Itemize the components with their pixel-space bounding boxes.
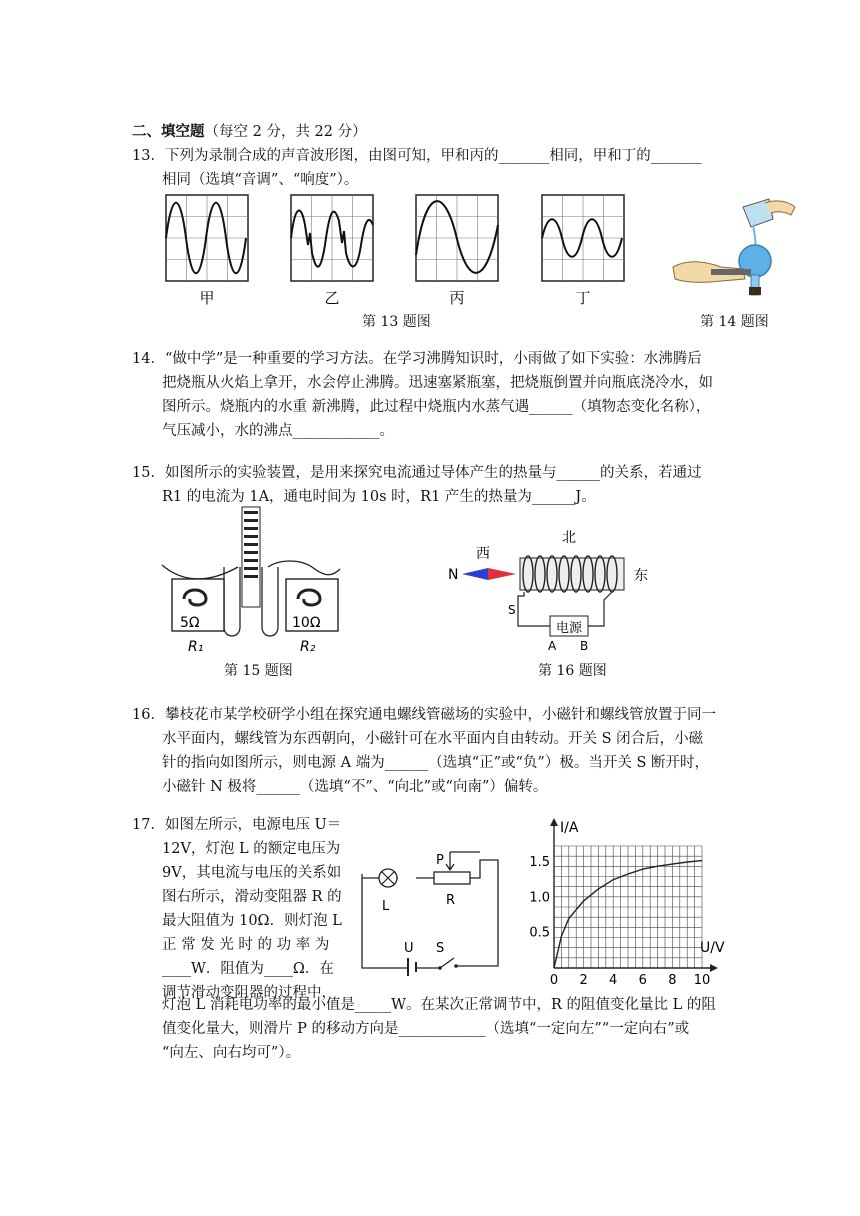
q14-flask-illustration xyxy=(673,199,795,295)
q14-caption: 第 14 题图 xyxy=(700,314,769,330)
y-tick-label: 1.5 xyxy=(529,855,550,870)
q17-side-line-8: 调节滑动变阻器的过程中， xyxy=(162,985,336,1001)
q17-side-line-5: 最大阻值为 10Ω．则灯泡 L xyxy=(162,913,342,929)
q17-side-line-6: 正 常 发 光 时 的 功 率 为 xyxy=(162,937,330,953)
u-tube-left xyxy=(224,567,240,636)
q16-line-1: 16．攀枝花市某学校研学小组在探究通电螺线管磁场的实验中，小磁针和螺线管放置于同一 xyxy=(132,707,716,723)
wave-panel-jia xyxy=(166,195,248,307)
label-west: 西 xyxy=(476,546,490,562)
q16-line-2: 水平面内，螺线管为东西朝向，小磁针可在水平面内自由转动。开关 S 闭合后，小磁 xyxy=(162,731,704,747)
q14-line-2: 把烧瓶从火焰上拿开，水会停止沸腾。迅速塞紧瓶塞，把烧瓶倒置并向瓶底浇冷水，如 xyxy=(162,375,713,391)
r1-label: R₁ xyxy=(188,639,204,655)
x-axis-arrow xyxy=(710,964,718,972)
chart-grid xyxy=(554,846,702,968)
wave-label-bing: 丙 xyxy=(449,289,465,307)
x-tick-label: 8 xyxy=(668,973,677,988)
q17-line-2: 值变化量大，则滑片 P 的移动方向是____________（选填“一定向左”“一定向右”或 xyxy=(162,1021,690,1037)
q17-circuit xyxy=(358,848,508,978)
r2-value: 10Ω xyxy=(292,615,321,631)
power-source-label: 电源 xyxy=(556,621,583,636)
label-north: 北 xyxy=(562,530,576,546)
flask-stopper xyxy=(749,287,761,295)
r2-label: R₂ xyxy=(300,639,316,655)
q14-line-4: 气压减小，水的沸点____________。 xyxy=(162,423,394,439)
switch-symbol xyxy=(440,958,454,968)
x-tick-label: 6 xyxy=(638,973,647,988)
terminal-b-label: B xyxy=(580,639,589,653)
y-tick-label: 0.5 xyxy=(529,925,550,941)
u-tube-right xyxy=(262,567,278,636)
water-stream xyxy=(753,225,755,247)
wave-label-jia: 甲 xyxy=(199,289,215,307)
needle-south-half xyxy=(488,568,516,580)
y-tick-label: 1.0 xyxy=(529,890,550,906)
wave-label-yi: 乙 xyxy=(324,289,340,307)
needle-north-half xyxy=(462,568,488,580)
label-needle-n: N xyxy=(448,567,459,583)
y-axis-label: I/A xyxy=(560,820,579,836)
wave-panel-bing xyxy=(416,195,498,307)
r1-value: 5Ω xyxy=(180,615,200,631)
q15-line-2: R1 的电流为 1A，通电时间为 10s 时，R1 产生的热量为______J。 xyxy=(162,489,596,505)
x-tick-label: 2 xyxy=(579,973,588,988)
q15-apparatus xyxy=(160,507,360,657)
holder xyxy=(711,269,751,275)
wave-panel-ding xyxy=(542,195,624,307)
section-note: （每空 2 分，共 22 分） xyxy=(204,124,367,140)
wave-panel-yi xyxy=(291,195,373,307)
slider-label: P xyxy=(436,853,444,868)
q16-line-3: 针的指向如图所示，则电源 A 端为______（选填“正”或“负”）极。当开关 S 断开时， xyxy=(162,755,709,771)
q17-side-line-7: ____W．阻值为____Ω．在 xyxy=(162,961,334,977)
q14-line-1: 14．“做中学”是一种重要的学习方法。在学习沸腾知识时，小雨做了如下实验：水沸腾后 xyxy=(132,351,702,367)
lamp-label: L xyxy=(382,899,390,914)
q13-waveforms xyxy=(0,195,860,315)
q17-side-line-2: 12V，灯泡 L 的额定电压为 xyxy=(162,841,341,857)
q17-side-line-4: 图右所示，滑动变阻器 R 的 xyxy=(162,889,342,905)
terminal-a-label: A xyxy=(548,639,557,653)
x-tick-label: 0 xyxy=(549,973,559,988)
q16-caption: 第 16 题图 xyxy=(538,663,607,679)
slider-arrow xyxy=(446,852,480,870)
q15-line-1: 15．如图所示的实验装置，是用来探究电流通过导体产生的热量与______的关系，若通过 xyxy=(132,465,702,481)
q14-line-3: 图所示。烧瓶内的水重 新沸腾，此过程中烧瓶内水蒸气遇______（填物态变化名称）， xyxy=(162,399,711,415)
q13-caption: 第 13 题图 xyxy=(362,314,431,330)
x-axis-label: U/V xyxy=(700,940,725,956)
switch-label: S xyxy=(508,603,516,617)
switch-label-q17: S xyxy=(436,941,445,956)
q17-side-line-1: 17．如图左所示，电源电压 U＝ xyxy=(132,817,342,833)
rheostat-symbol xyxy=(434,872,470,884)
x-tick-label: 4 xyxy=(609,973,618,988)
x-tick-label: 10 xyxy=(693,973,711,988)
q17-line-1: 灯泡 L 消耗电功率的最小值是_____W。在某次正常调节中，R 的阻值变化量比 L 的阻 xyxy=(162,997,716,1013)
q17-line-3: “向左、向右均可”）。 xyxy=(162,1045,301,1061)
iu-chart xyxy=(526,812,726,992)
rheostat-label: R xyxy=(446,893,456,908)
q17-side-line-3: 9V，其电流与电压的关系如 xyxy=(162,865,342,881)
q13-line-2: 相同（选填“音调”、“响度”）。 xyxy=(162,172,359,188)
q16-line-4: 小磁针 N 极将______（选填“不”、“向北”或“向南”）偏转。 xyxy=(162,779,548,795)
q16-solenoid-diagram xyxy=(446,520,666,660)
q13-line-1: 13．下列为录制合成的声音波形图，由图可知，甲和丙的_______相同，甲和丁的_______ xyxy=(132,148,702,164)
wave-label-ding: 丁 xyxy=(575,289,591,307)
section-heading xyxy=(132,120,367,144)
battery-symbol xyxy=(408,958,416,976)
label-east: 东 xyxy=(634,568,648,584)
y-axis-arrow xyxy=(550,818,558,826)
source-label: U xyxy=(404,941,414,956)
section-title: 二、填空题 xyxy=(132,123,205,140)
q15-caption: 第 15 题图 xyxy=(224,663,293,679)
